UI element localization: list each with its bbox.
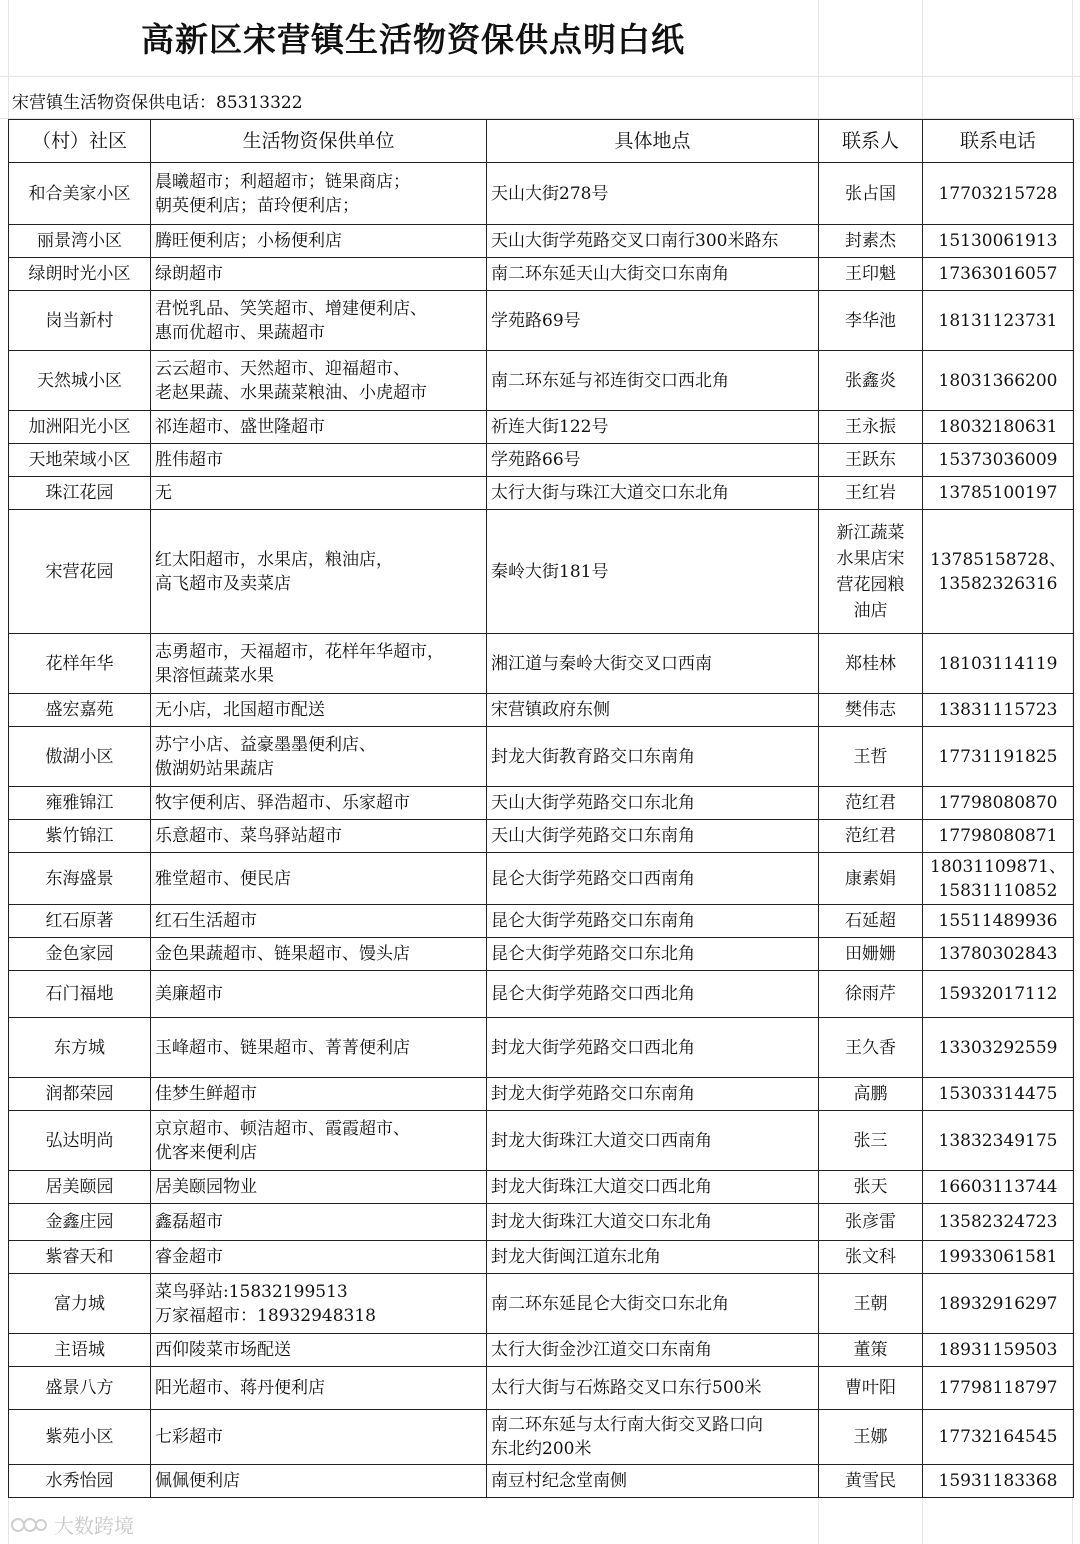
contact-cell: 张彦雷 <box>819 1204 923 1241</box>
contact-cell: 王哲 <box>819 727 923 787</box>
header-address: 具体地点 <box>487 120 819 163</box>
address-cell: 昆仑大街学苑路交口东南角 <box>487 905 819 938</box>
supply-unit-cell: 无 <box>151 477 487 510</box>
table-row <box>9 258 1074 291</box>
contact-cell: 黄雪民 <box>819 1465 923 1498</box>
community-cell: 东方城 <box>9 1018 151 1078</box>
table-row <box>9 1018 1074 1078</box>
community-cell: 绿朗时光小区 <box>9 258 151 291</box>
phone-cell: 16603113744 <box>923 1171 1074 1204</box>
community-cell: 主语城 <box>9 1334 151 1367</box>
phone-cell: 15373036009 <box>923 444 1074 477</box>
table-row <box>9 905 1074 938</box>
address-cell: 学苑路69号 <box>487 291 819 351</box>
table-row <box>9 477 1074 510</box>
table-row <box>9 411 1074 444</box>
community-cell: 傲湖小区 <box>9 727 151 787</box>
supply-unit-cell: 云云超市、天然超市、迎福超市、 老赵果蔬、水果蔬菜粮油、小虎超市 <box>151 351 487 411</box>
phone-cell: 13832349175 <box>923 1111 1074 1171</box>
supply-unit-cell: 牧宇便利店、驿浩超市、乐家超市 <box>151 787 487 820</box>
contact-cell: 张天 <box>819 1171 923 1204</box>
header-phone: 联系电话 <box>923 120 1074 163</box>
supply-unit-cell: 绿朗超市 <box>151 258 487 291</box>
supply-unit-cell: 红太阳超市，水果店，粮油店， 高飞超市及卖菜店 <box>151 510 487 634</box>
phone-cell: 17798080870 <box>923 787 1074 820</box>
community-cell: 宋营花园 <box>9 510 151 634</box>
address-cell: 封龙大街珠江大道交口东北角 <box>487 1204 819 1241</box>
watermark-logo-icon <box>10 1514 48 1536</box>
contact-cell: 张鑫炎 <box>819 351 923 411</box>
community-cell: 石门福地 <box>9 971 151 1018</box>
community-cell: 紫苑小区 <box>9 1410 151 1465</box>
community-cell: 红石原著 <box>9 905 151 938</box>
address-cell: 湘江道与秦岭大街交叉口西南 <box>487 634 819 694</box>
table-row <box>9 444 1074 477</box>
phone-cell: 15511489936 <box>923 905 1074 938</box>
supply-unit-cell: 腾旺便利店；小杨便利店 <box>151 225 487 258</box>
phone-cell: 13303292559 <box>923 1018 1074 1078</box>
table-row <box>9 351 1074 411</box>
table-row <box>9 938 1074 971</box>
address-cell: 秦岭大街181号 <box>487 510 819 634</box>
header-community: （村）社区 <box>9 120 151 163</box>
contact-cell: 董策 <box>819 1334 923 1367</box>
community-cell: 金色家园 <box>9 938 151 971</box>
table-row <box>9 1334 1074 1367</box>
phone-cell: 13582324723 <box>923 1204 1074 1241</box>
supply-unit-cell: 君悦乳品、笑笑超市、增建便利店、 惠而优超市、果蔬超市 <box>151 291 487 351</box>
table-row <box>9 727 1074 787</box>
supply-unit-cell: 晨曦超市；利超超市；链果商店； 朝英便利店；苗玲便利店； <box>151 163 487 225</box>
address-cell: 南二环东延天山大街交口东南角 <box>487 258 819 291</box>
community-cell: 盛宏嘉苑 <box>9 694 151 727</box>
table-row <box>9 1367 1074 1410</box>
phone-cell: 18031366200 <box>923 351 1074 411</box>
supply-unit-cell: 志勇超市，天福超市，花样年华超市， 果溶恒蔬菜水果 <box>151 634 487 694</box>
contact-cell: 曹叶阳 <box>819 1367 923 1410</box>
contact-cell: 新江蔬菜 水果店宋 营花园粮 油店 <box>819 510 923 634</box>
supply-points-table <box>8 119 1074 1498</box>
phone-cell: 18032180631 <box>923 411 1074 444</box>
supply-unit-cell: 雅堂超市、便民店 <box>151 853 487 905</box>
phone-cell: 19933061581 <box>923 1241 1074 1274</box>
address-cell: 太行大街与石炼路交叉口东行500米 <box>487 1367 819 1410</box>
supply-unit-cell: 苏宁小店、益豪墨墨便利店、 傲湖奶站果蔬店 <box>151 727 487 787</box>
address-cell: 封龙大街珠江大道交口西北角 <box>487 1171 819 1204</box>
supply-unit-cell: 阳光超市、蒋丹便利店 <box>151 1367 487 1410</box>
community-cell: 盛景八方 <box>9 1367 151 1410</box>
table-row <box>9 787 1074 820</box>
table-row <box>9 1078 1074 1111</box>
contact-cell: 樊伟志 <box>819 694 923 727</box>
address-cell: 天山大街学苑路交口东南角 <box>487 820 819 853</box>
contact-cell: 王永振 <box>819 411 923 444</box>
address-cell: 南豆村纪念堂南侧 <box>487 1465 819 1498</box>
phone-cell: 17798118797 <box>923 1367 1074 1410</box>
table-row <box>9 1171 1074 1204</box>
supply-unit-cell: 红石生活超市 <box>151 905 487 938</box>
contact-cell: 张占国 <box>819 163 923 225</box>
phone-cell: 13831115723 <box>923 694 1074 727</box>
phone-cell: 18931159503 <box>923 1334 1074 1367</box>
table-header-row <box>9 120 1074 163</box>
community-cell: 弘达明尚 <box>9 1111 151 1171</box>
address-cell: 宋营镇政府东侧 <box>487 694 819 727</box>
address-cell: 封龙大街珠江大道交口西南角 <box>487 1111 819 1171</box>
page-title: 高新区宋营镇生活物资保供点明白纸 <box>141 20 685 59</box>
table-row <box>9 1241 1074 1274</box>
table-row <box>9 291 1074 351</box>
phone-cell: 15130061913 <box>923 225 1074 258</box>
phone-cell: 15932017112 <box>923 971 1074 1018</box>
phone-cell: 17703215728 <box>923 163 1074 225</box>
address-cell: 南二环东延昆仑大街交口东北角 <box>487 1274 819 1334</box>
contact-cell: 范红君 <box>819 820 923 853</box>
supply-unit-cell: 金色果蔬超市、链果超市、馒头店 <box>151 938 487 971</box>
community-cell: 珠江花园 <box>9 477 151 510</box>
community-cell: 润都荣园 <box>9 1078 151 1111</box>
community-cell: 金鑫庄园 <box>9 1204 151 1241</box>
supply-unit-cell: 鑫磊超市 <box>151 1204 487 1241</box>
contact-cell: 封素杰 <box>819 225 923 258</box>
table-row <box>9 1465 1074 1498</box>
community-cell: 雍雅锦江 <box>9 787 151 820</box>
table-row <box>9 971 1074 1018</box>
contact-cell: 徐雨芹 <box>819 971 923 1018</box>
phone-cell: 17732164545 <box>923 1410 1074 1465</box>
supply-unit-cell: 京京超市、顿洁超市、霞霞超市、 优客来便利店 <box>151 1111 487 1171</box>
address-cell: 天山大街278号 <box>487 163 819 225</box>
supply-unit-cell: 无小店，北国超市配送 <box>151 694 487 727</box>
phone-cell: 18131123731 <box>923 291 1074 351</box>
address-cell: 封龙大街学苑路交口东南角 <box>487 1078 819 1111</box>
header-contact: 联系人 <box>819 120 923 163</box>
supply-unit-cell: 佩佩便利店 <box>151 1465 487 1498</box>
table-row <box>9 163 1074 225</box>
address-cell: 封龙大街教育路交口东南角 <box>487 727 819 787</box>
contact-cell: 石延超 <box>819 905 923 938</box>
table-row <box>9 694 1074 727</box>
contact-cell: 王久香 <box>819 1018 923 1078</box>
supply-unit-cell: 美廉超市 <box>151 971 487 1018</box>
table-row <box>9 225 1074 258</box>
table-row <box>9 1204 1074 1241</box>
supply-unit-cell: 西仰陵菜市场配送 <box>151 1334 487 1367</box>
address-cell: 太行大街金沙江道交口东南角 <box>487 1334 819 1367</box>
community-cell: 天地荣域小区 <box>9 444 151 477</box>
phone-cell: 18103114119 <box>923 634 1074 694</box>
table-row <box>9 820 1074 853</box>
contact-cell: 王朝 <box>819 1274 923 1334</box>
community-cell: 丽景湾小区 <box>9 225 151 258</box>
watermark <box>10 1510 134 1539</box>
contact-cell: 康素娟 <box>819 853 923 905</box>
supply-unit-cell: 七彩超市 <box>151 1410 487 1465</box>
address-cell: 昆仑大街学苑路交口西北角 <box>487 971 819 1018</box>
supply-hotline: 宋营镇生活物资保供电话：85313322 <box>12 93 303 113</box>
address-cell: 南二环东延与太行南大街交叉路口向 东北约200米 <box>487 1410 819 1465</box>
phone-cell: 18031109871、 15831110852 <box>923 853 1074 905</box>
watermark-text: 大数跨境 <box>54 1514 134 1538</box>
supply-unit-cell: 睿金超市 <box>151 1241 487 1274</box>
community-cell: 天然城小区 <box>9 351 151 411</box>
supply-unit-cell: 胜伟超市 <box>151 444 487 477</box>
contact-cell: 王红岩 <box>819 477 923 510</box>
supply-unit-cell: 乐意超市、菜鸟驿站超市 <box>151 820 487 853</box>
address-cell: 昆仑大街学苑路交口西南角 <box>487 853 819 905</box>
table-row <box>9 853 1074 905</box>
contact-cell: 李华池 <box>819 291 923 351</box>
community-cell: 居美颐园 <box>9 1171 151 1204</box>
phone-cell: 13785100197 <box>923 477 1074 510</box>
supply-unit-cell: 玉峰超市、链果超市、菁菁便利店 <box>151 1018 487 1078</box>
phone-cell: 13780302843 <box>923 938 1074 971</box>
supply-unit-cell: 菜鸟驿站:15832199513 万家福超市：18932948318 <box>151 1274 487 1334</box>
contact-cell: 范红君 <box>819 787 923 820</box>
contact-cell: 王印魁 <box>819 258 923 291</box>
table-row <box>9 1274 1074 1334</box>
community-cell: 岗当新村 <box>9 291 151 351</box>
table-row <box>9 634 1074 694</box>
phone-cell: 17798080871 <box>923 820 1074 853</box>
contact-cell: 田姗姗 <box>819 938 923 971</box>
address-cell: 太行大街与珠江大道交口东北角 <box>487 477 819 510</box>
phone-cell: 18932916297 <box>923 1274 1074 1334</box>
phone-cell: 15931183368 <box>923 1465 1074 1498</box>
supply-unit-cell: 佳梦生鲜超市 <box>151 1078 487 1111</box>
community-cell: 东海盛景 <box>9 853 151 905</box>
contact-cell: 王娜 <box>819 1410 923 1465</box>
community-cell: 紫睿天和 <box>9 1241 151 1274</box>
table-row <box>9 510 1074 634</box>
contact-cell: 高鹏 <box>819 1078 923 1111</box>
address-cell: 学苑路66号 <box>487 444 819 477</box>
address-cell: 封龙大街闽江道东北角 <box>487 1241 819 1274</box>
header-supply-unit: 生活物资保供单位 <box>151 120 487 163</box>
table-row <box>9 1111 1074 1171</box>
contact-cell: 张文科 <box>819 1241 923 1274</box>
address-cell: 天山大街学苑路交叉口南行300米路东 <box>487 225 819 258</box>
supply-unit-cell: 祁连超市、盛世隆超市 <box>151 411 487 444</box>
community-cell: 花样年华 <box>9 634 151 694</box>
address-cell: 南二环东延与祁连街交口西北角 <box>487 351 819 411</box>
contact-cell: 王跃东 <box>819 444 923 477</box>
phone-cell: 17731191825 <box>923 727 1074 787</box>
address-cell: 祈连大街122号 <box>487 411 819 444</box>
contact-cell: 张三 <box>819 1111 923 1171</box>
community-cell: 水秀怡园 <box>9 1465 151 1498</box>
community-cell: 紫竹锦江 <box>9 820 151 853</box>
address-cell: 昆仑大街学苑路交口东北角 <box>487 938 819 971</box>
community-cell: 和合美家小区 <box>9 163 151 225</box>
community-cell: 加洲阳光小区 <box>9 411 151 444</box>
phone-cell: 15303314475 <box>923 1078 1074 1111</box>
contact-cell: 郑桂林 <box>819 634 923 694</box>
community-cell: 富力城 <box>9 1274 151 1334</box>
phone-cell: 17363016057 <box>923 258 1074 291</box>
supply-unit-cell: 居美颐园物业 <box>151 1171 487 1204</box>
table-row <box>9 1410 1074 1465</box>
phone-cell: 13785158728、 13582326316 <box>923 510 1074 634</box>
address-cell: 封龙大街学苑路交口西北角 <box>487 1018 819 1078</box>
address-cell: 天山大街学苑路交口东北角 <box>487 787 819 820</box>
